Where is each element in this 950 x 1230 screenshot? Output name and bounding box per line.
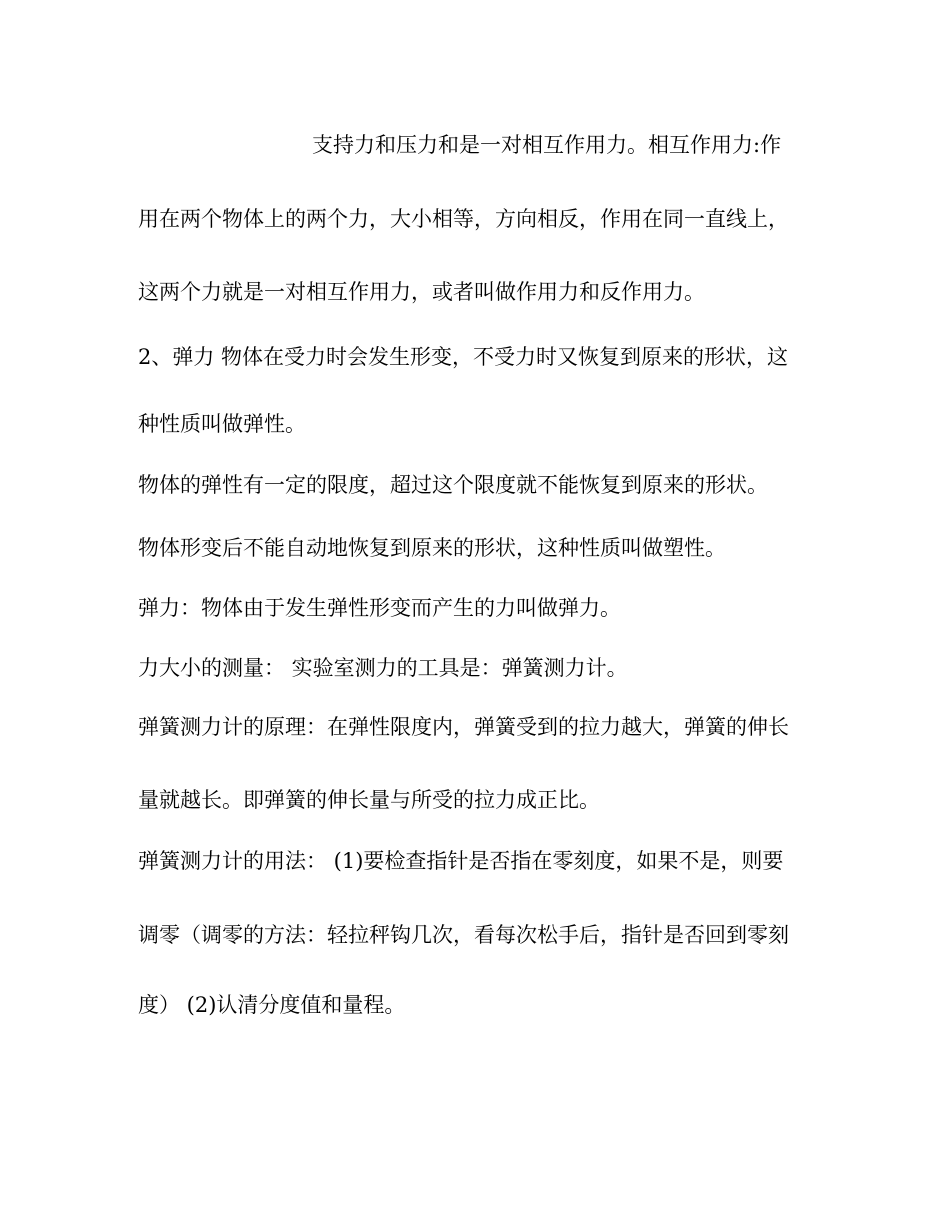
text-line-12: 弹簧测力计的用法： (1)要检查指针是否指在零刻度，如果不是，则要 xyxy=(138,849,784,873)
text-line-13: 调零（调零的方法：轻拉秤钩几次，看每次松手后，指针是否回到零刻 xyxy=(138,923,789,947)
text-line-11: 量就越长。即弹簧的伸长量与所受的拉力成正比。 xyxy=(138,788,600,812)
text-line-3: 这两个力就是一对相互作用力，或者叫做作用力和反作用力。 xyxy=(138,280,705,304)
text-line-4: 2、弹力 物体在受力时会发生形变，不受力时又恢复到原来的形状，这 xyxy=(138,345,789,369)
text-line-6: 物体的弹性有一定的限度，超过这个限度就不能恢复到原来的形状。 xyxy=(138,473,768,497)
text-line-5: 种性质叫做弹性。 xyxy=(138,412,306,436)
text-line-10: 弹簧测力计的原理：在弹性限度内，弹簧受到的拉力越大，弹簧的伸长 xyxy=(138,715,789,739)
text-line-2: 用在两个物体上的两个力，大小相等，方向相反，作用在同一直线上， xyxy=(138,207,789,231)
text-line-7: 物体形变后不能自动地恢复到原来的形状，这种性质叫做塑性。 xyxy=(138,536,726,560)
text-line-9: 力大小的测量： 实验室测力的工具是：弹簧测力计。 xyxy=(138,656,628,680)
text-line-8: 弹力：物体由于发生弹性形变而产生的力叫做弹力。 xyxy=(138,596,621,620)
text-line-14: 度） (2)认清分度值和量程。 xyxy=(138,993,406,1017)
text-line-1: 支持力和压力和是一对相互作用力。相互作用力:作 xyxy=(312,133,782,157)
